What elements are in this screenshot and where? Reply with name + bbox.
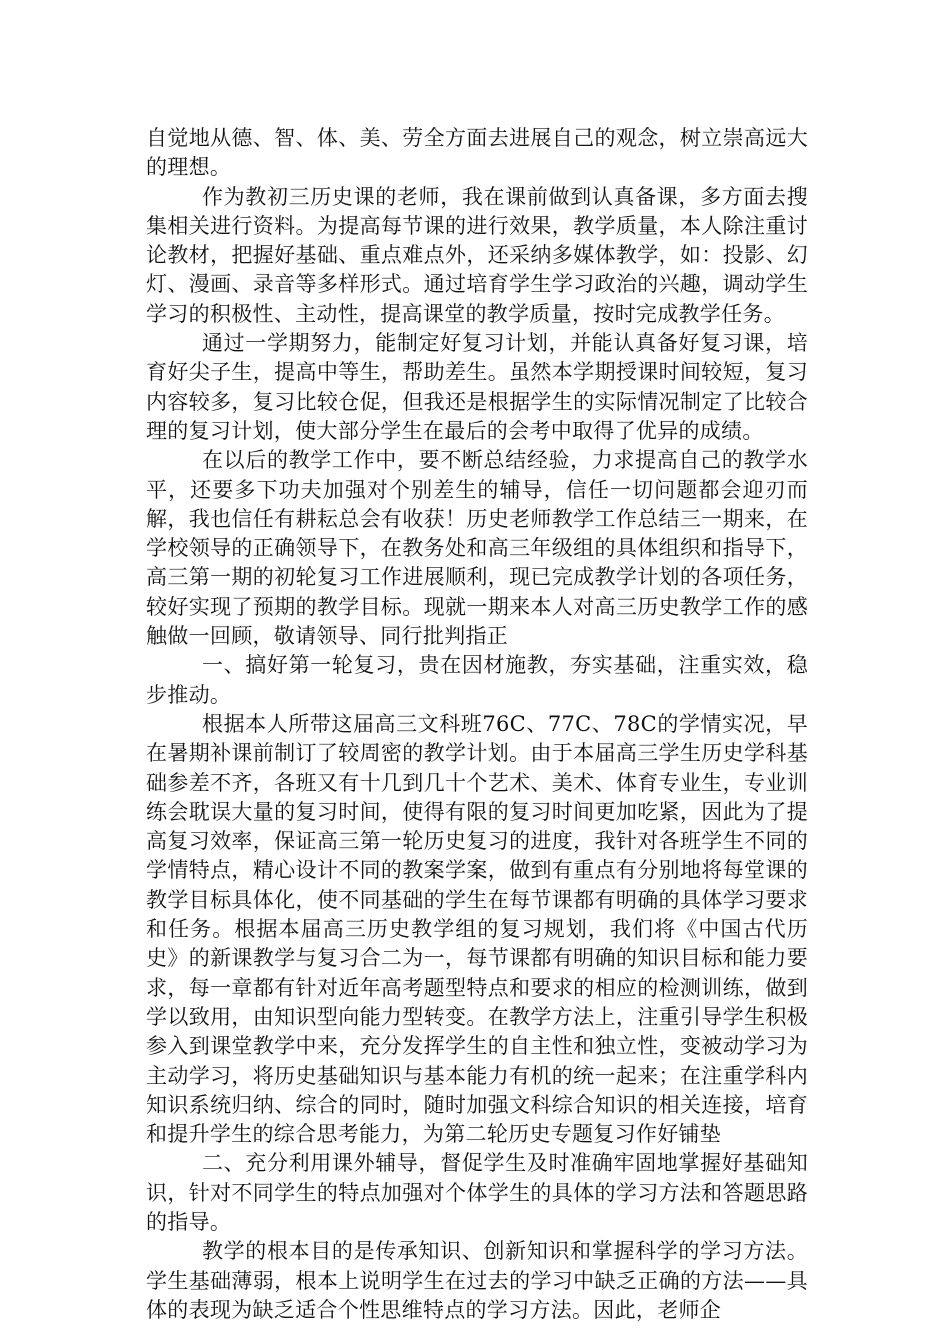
paragraph-5: 根据本人所带这届高三文科班76C、77C、78C的学情实况，早在暑期补课前制订了较周密的教学计划。由于本届高三学生历史学科基础参差不齐，各班又有十几到几十个艺术、美术、体育专业生，专业训练会耽误大量的复习时间，使得有限的复习时间更加吃紧，因此为了提高复习效率，保证高三第一轮历史复习的进度，我针对各班学生不同的学情特点，精心设计不同的教案学案，做到有重点有分别地将每堂课的教学目标具体化，使不同基础的学生在每节课都有明确的具体学习要求和任务。根据本届高三历史教学组的复习规划，我们将《中国古代历史》的新课教学与复习合二为一，每节课都有明确的知识目标和能力要求，每一章都有针对近年高考题型特点和要求的相应的检测训练，做到学以致用，由知识型向能力型转变。在教学方法上，注重引导学生积极参入到课堂教学中来，充分发挥学生的自主性和独立性，变被动学习为主动学习，将历史基础知识与基本能力有机的统一起来；在注重学科内知识系统归纳、综合的同时，随时加强文科综合知识的相关连接，培育和提升学生的综合思考能力，为第二轮历史专题复习作好铺垫 [146, 711, 808, 1147]
paragraph-1: 自觉地从德、智、体、美、劳全方面去进展自己的观念，树立崇高远大的理想。 [146, 126, 808, 180]
section-heading-2: 二、充分利用课外辅导，督促学生及时准确牢固地掌握好基础知识，针对不同学生的特点加强对个体学生的具体的学习方法和答题思路的指导。 [146, 1151, 808, 1234]
paragraph-4: 在以后的教学工作中，要不断总结经验，力求提高自己的教学水平，还要多下功夫加强对个别差生的辅导，信任一切问题都会迎刃而解，我也信任有耕耘总会有收获！历史老师教学工作总结三一期来，在学校领导的正确领导下，在教务处和高三年级组的具体组织和指导下，高三第一期的初轮复习工作进展顺利，现已完成教学计划的各项任务，较好实现了预期的教学目标。现就一期来本人对高三历史教学工作的感触做一回顾，敬请领导、同行批判指正 [146, 448, 808, 649]
paragraph-3: 通过一学期努力，能制定好复习计划，并能认真备好复习课，培育好尖子生，提高中等生，帮助差生。虽然本学期授课时间较短，复习内容较多，复习比较仓促，但我还是根据学生的实际情况制定了比较合理的复习计划，使大部分学生在最后的会考中取得了优异的成绩。 [146, 331, 808, 443]
paragraph-2: 作为教初三历史课的老师，我在课前做到认真备课，多方面去搜集相关进行资料。为提高每节课的进行效果，教学质量，本人除注重讨论教材，把握好基础、重点难点外，还采纳多媒体教学，如：投影、幻灯、漫画、录音等多样形式。通过培育学生学习政治的兴趣，调动学生学习的积极性、主动性，提高课堂的教学质量，按时完成教学任务。 [146, 184, 808, 326]
section-heading-1: 一、搞好第一轮复习，贵在因材施教，夯实基础，注重实效，稳步推动。 [146, 653, 808, 707]
document-body [146, 124, 808, 1325]
paragraph-6: 教学的根本目的是传承知识、创新知识和掌握科学的学习方法。学生基础薄弱，根本上说明学生在过去的学习中缺乏正确的方法——具体的表现为缺乏适合个性思维特点的学习方法。因此，老师企 [146, 1239, 808, 1322]
